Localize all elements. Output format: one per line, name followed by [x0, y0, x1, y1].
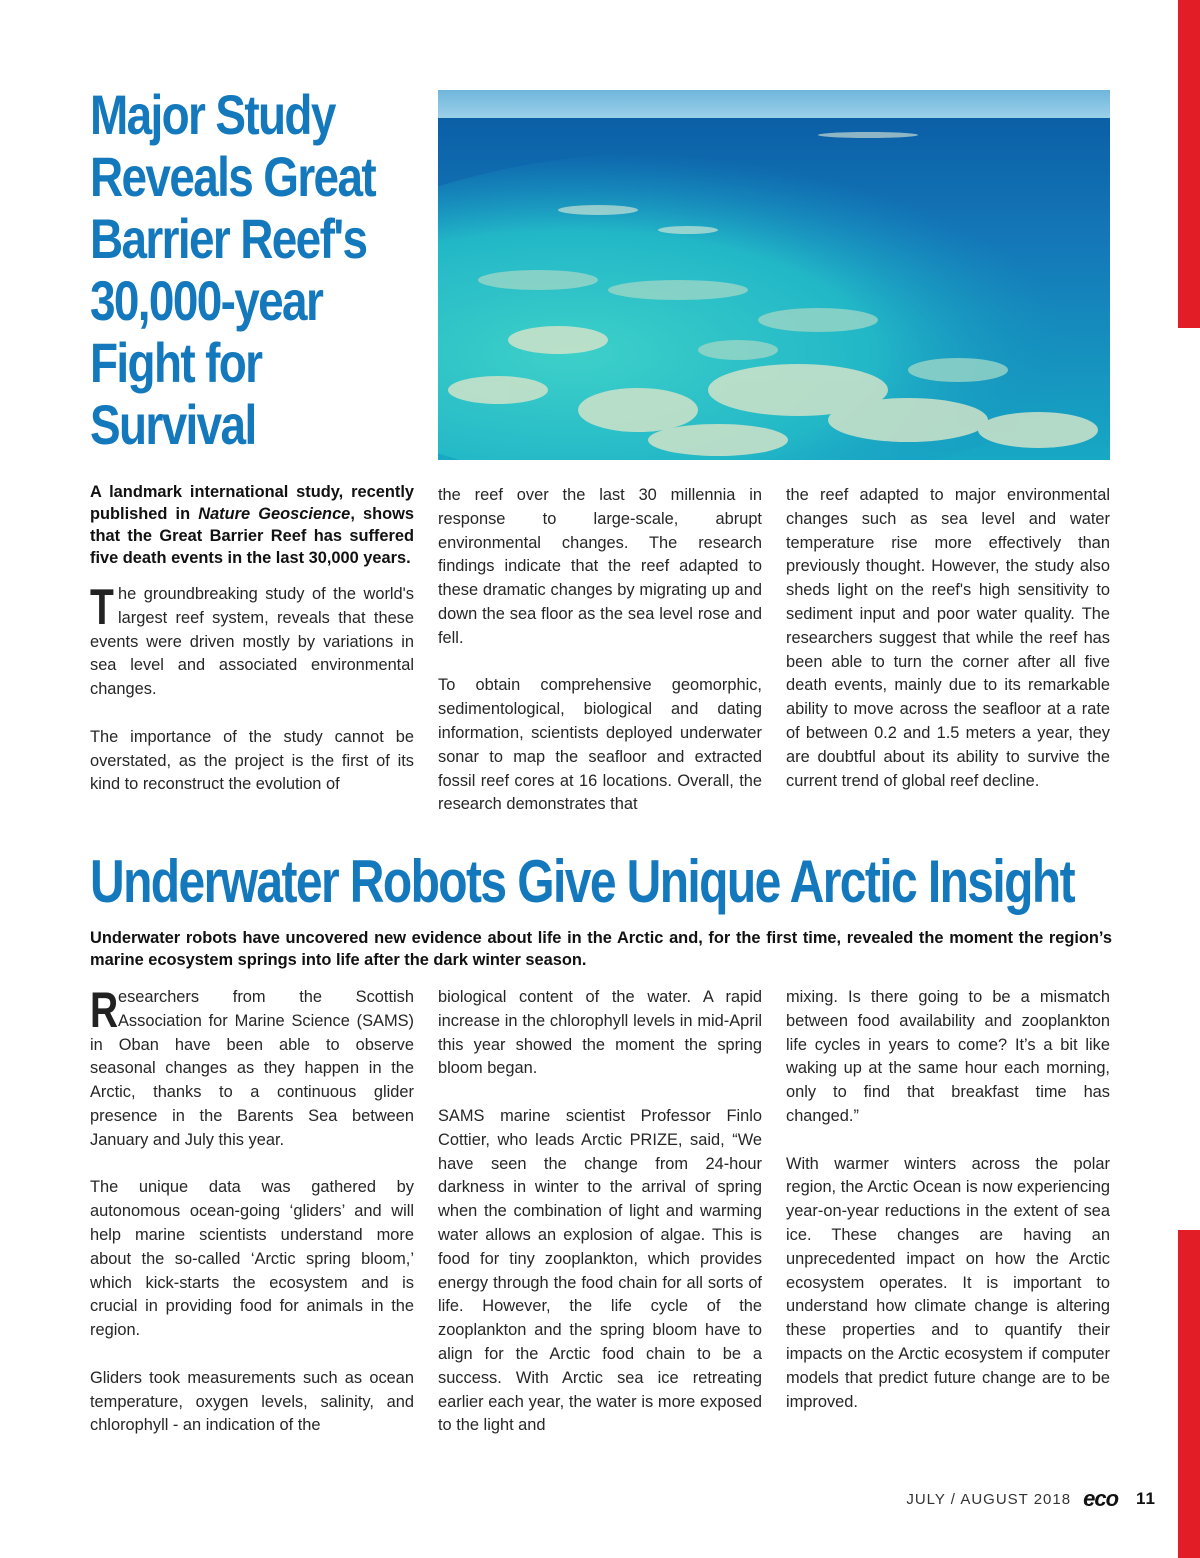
article2-deck: Underwater robots have uncovered new evidence about life in the Arctic and, for the first time, revealed the moment the region’s marine ecosystem springs into life after the dark winter season. — [90, 929, 1112, 969]
aerial-reef-photo-icon — [438, 90, 1110, 460]
article1-paragraph-3-start: To obtain comprehensive geomorphic, sedimentological, biological and dating information, scientists deployed underwater sonar to map the seafloor and extracted fossil reef cores at 16 locations. Overall, the research demonstrates that — [438, 676, 762, 814]
magazine-logo: eco — [1083, 1486, 1119, 1511]
article1-column-3 — [786, 484, 1110, 793]
article2-paragraph-1: Researchers from the Scottish Association for Marine Science (SAMS) in Oban have been able to observe seasonal changes as they happen in the Arctic, thanks to a continuous glider presence in the Barents Sea between January and July this year. — [90, 982, 414, 1149]
article2-paragraph-2: The unique data was gathered by autonomous ocean-going ‘gliders’ and will help marine scientists understand more about the so-called ‘Arctic spring bloom,’ which kick-starts the ecosystem and is crucial in providing food for animals in the region. — [90, 1178, 414, 1340]
article2-column-1 — [90, 982, 414, 1438]
article1-lead: A landmark international study, recently published in Nature Geoscience, shows that the Great Barrier Reef has suffered five death events in the last 30,000 years. — [90, 483, 414, 567]
red-edge-tab-top — [1178, 0, 1200, 328]
journal-name: Nature Geoscience — [198, 505, 351, 523]
issue-date: JULY / AUGUST 2018 — [906, 1490, 1072, 1508]
article2-paragraph-3-end: biological content of the water. A rapid increase in the chlorophyll levels in mid-April this year showed the moment the spring bloom began. — [438, 988, 762, 1078]
dropcap: T — [90, 579, 114, 635]
page-number: 11 — [1136, 1489, 1156, 1508]
article2-paragraph-5: With warmer winters across the polar region, the Arctic Ocean is now experiencing year-on-year reductions in the extent of sea ice. These changes are having an unprecedented impact on how the Arctic ecosystem operates. It is important to understand how climate change is altering these properties and to quantify their impacts on the Arctic ecosystem if computer models that predict future change are to be improved. — [786, 1154, 1110, 1411]
red-edge-tab-bottom — [1178, 1230, 1200, 1558]
article2-paragraph-4-end: mixing. Is there going to be a mismatch between food availability and zooplankton life cycles in years to come? It’s a bit like waking up at the same hour each morning, only to find that breakfast time has changed.” — [786, 988, 1110, 1125]
article1-column-1 — [90, 481, 414, 797]
article1-paragraph-1: The groundbreaking study of the world's largest reef system, reveals that these events were driven mostly by variations in sea level and associated environmental changes. — [90, 579, 414, 699]
article2-title: Underwater Robots Give Unique Arctic Insight — [90, 848, 1074, 915]
article2-paragraph-4-start: SAMS marine scientist Professor Finlo Cottier, who leads Arctic PRIZE, said, “We have seen the change from 24-hour darkness in winter to the arrival of spring when the combination of light and warming water allows an explosion of algae. This is food for tiny zooplankton, which provides energy through the food chain for all sorts of life. However, the life cycle of the zooplankton and the spring bloom have to align for the Arctic food chain to be a success. With Arctic sea ice retreating earlier each year, the water is more exposed to the light and — [438, 1106, 762, 1435]
article1-title: Major Study Reveals Great Barrier Reef's 30,000-year Fight for Survival — [90, 83, 376, 456]
article2-column-3 — [786, 986, 1110, 1414]
article1-paragraph-3-end: the reef adapted to major environmental changes such as sea level and water temperature rise more effectively than previously thought. However, the study also sheds light on the reef's high sensitivity to sediment input and poor water quality. The researchers suggest that while the reef has been able to turn the corner after all five death events, mainly due to its remarkable ability to move across the seafloor at a rate of between 0.2 and 1.5 meters a year, they are doubtful about its ability to survive the current trend of global reef decline. — [786, 486, 1110, 790]
article1-paragraph-2-end: the reef over the last 30 millennia in response to large-scale, abrupt environmental changes. The research findings indicate that the reef adapted to these dramatic changes by migrating up and down the sea floor as the sea level rose and fell. — [438, 486, 762, 647]
article2-column-2 — [438, 986, 762, 1438]
article1-paragraph-2-start: The importance of the study cannot be overstated, as the project is the first of its kind to reconstruct the evolution of — [90, 727, 414, 794]
article2-paragraph-3-start: Gliders took measurements such as ocean temperature, oxygen levels, salinity, and chlorophyll - an indication of the — [90, 1368, 414, 1435]
dropcap: R — [90, 982, 119, 1038]
page-footer — [906, 1487, 1156, 1511]
article1-paragraph-2-full — [0, 0, 1, 1]
article1-column-2 — [438, 484, 762, 817]
